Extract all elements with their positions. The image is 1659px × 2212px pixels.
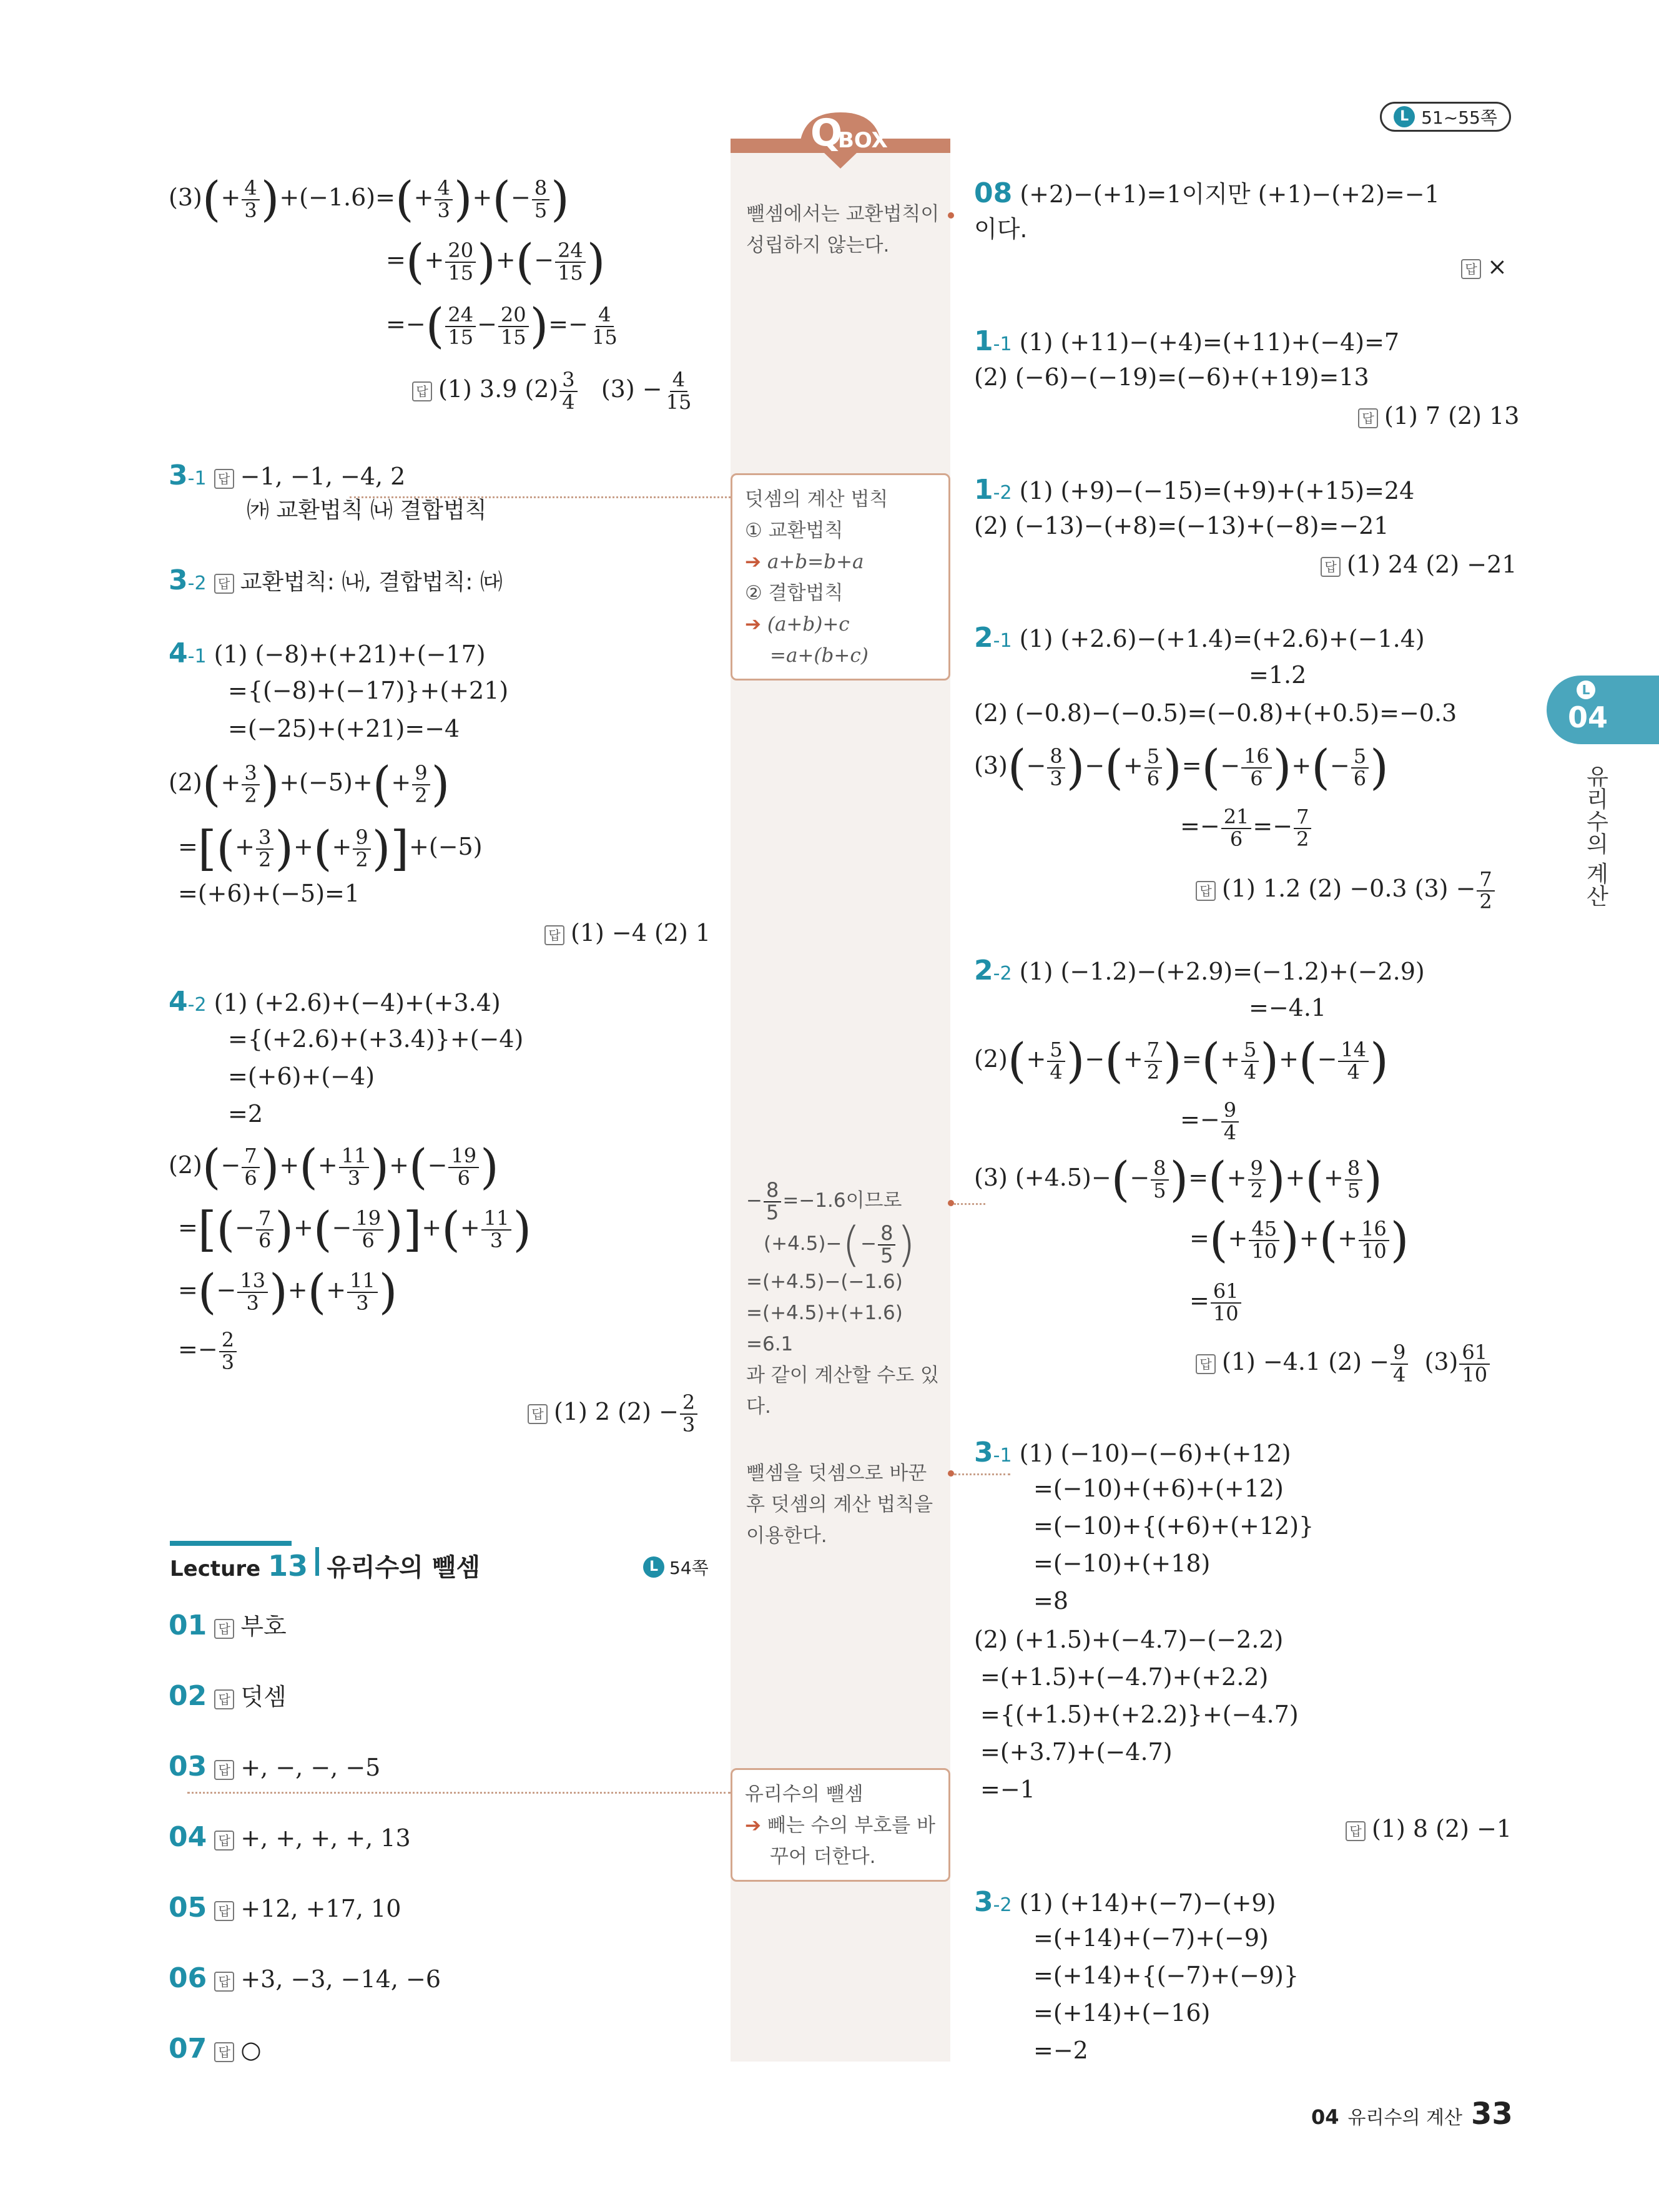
arrow-icon: ➔	[745, 613, 761, 636]
problem-3-1-line2: ㈎ 교환법칙 ㈏ 결합법칙	[247, 498, 487, 523]
answer-line: 답 ×	[1461, 255, 1507, 279]
page-number: 33	[1470, 2096, 1513, 2131]
solution-line: =− $\frac{21}{6}$ =− $\frac{7}{2}$	[1180, 807, 1312, 850]
problem-1-1: 1-1 (1) (+11)−(+4)=(+11)+(−4)=7	[974, 325, 1400, 357]
qbox-note-subtraction: 뺄셈을 덧셈으로 바꾼 후 덧셈의 계산 법칙을 이용한다.	[746, 1462, 933, 1547]
list-item: 07 답 ○	[169, 2033, 262, 2065]
answer-icon: 답	[1196, 881, 1216, 901]
answer-icon: 답	[528, 1404, 548, 1424]
solution-line: ={(+1.5)+(+2.2)}+(−4.7)	[980, 1701, 1299, 1728]
page-range-badge	[1380, 102, 1511, 132]
problem-08: 08 (+2)−(+1)=1이지만 (+1)−(+2)=−1	[974, 177, 1440, 209]
problem-1-2: 1-2 (1) (+9)−(−15)=(+9)+(+15)=24	[974, 474, 1415, 506]
solution-line: =−( $\frac{24}{15}$ − $\frac{20}{15}$ )=− $\frac{4}{15}$	[386, 298, 618, 354]
list-item: 05 답 +12, +17, 10	[169, 1892, 401, 1924]
solution-line: =(+14)+{(−7)+(−9)}	[1033, 1962, 1299, 1989]
answer-icon: 답	[214, 574, 234, 594]
lecture-underline	[170, 1541, 292, 1546]
answer-icon: 답	[214, 1619, 234, 1639]
answer-line: 답 (1) 7 (2) 13	[1358, 404, 1519, 428]
solution-line: =(−10)+(+18)	[1033, 1550, 1211, 1577]
answer-icon: 답	[1358, 408, 1378, 428]
solution-line: =(−10)+{(+6)+(+12)}	[1033, 1512, 1314, 1540]
solution-line: =(+3.7)+(−4.7)	[980, 1738, 1173, 1766]
solution-line: =(+6)+(−4)	[228, 1063, 375, 1090]
connector-dot	[948, 1200, 954, 1206]
answer-icon: 답	[214, 1689, 234, 1709]
connector-line	[954, 1473, 1010, 1475]
lecture-icon: L	[1394, 106, 1415, 127]
solution-line: ={(−8)+(−17)}+(+21)	[228, 677, 509, 704]
list-item: 01 답 부호	[169, 1610, 287, 1641]
connector-dot	[948, 212, 954, 219]
problem-08-line2: 이다.	[974, 215, 1028, 243]
answer-line: 답 (1) −4.1 (2) − $\frac{9}{4}$ (3) $\frac{61}{10}$	[1196, 1342, 1491, 1385]
answer-icon: 답	[412, 381, 432, 401]
list-item: 06 답 +3, −3, −14, −6	[169, 1962, 441, 1994]
qbox-note-commutative: 뺄셈에서는 교환법칙이 성립하지 않는다.	[746, 203, 940, 257]
arrow-icon: ➔	[745, 1814, 761, 1837]
answer-icon: 답	[214, 1760, 234, 1780]
chapter-side-tab: L 04	[1547, 676, 1659, 744]
solution-line: (2)(− $\frac{7}{6}$ )+(+ $\frac{11}{3}$ )+(− $\frac{19}{6}$ )	[169, 1139, 499, 1195]
lecture-icon: L	[643, 1556, 664, 1578]
problem-4-2: 4-2 (1) (+2.6)+(−4)+(+3.4)	[169, 986, 501, 1018]
solution-line: =−1	[980, 1776, 1035, 1803]
connector-line	[954, 1203, 985, 1205]
solution-line: = $\frac{61}{10}$	[1189, 1281, 1243, 1324]
footer: 04 유리수의 계산 33	[1311, 2096, 1513, 2131]
qbox-addition-laws-box: 덧셈의 계산 법칙 ① 교환법칙 ➔ a+b=b+a ② 결합법칙 ➔ (a+b)+c =a+(b+c)	[731, 473, 950, 681]
solution-line: (2)(+ $\frac{3}{2}$ )+(−5)+(+ $\frac{9}{2}$ )	[169, 756, 450, 812]
solution-line: (2) (−13)−(+8)=(−13)+(−8)=−21	[974, 512, 1389, 539]
solution-line: =(+6)+(−5)=1	[178, 880, 360, 907]
lecture-icon: L	[1577, 681, 1595, 699]
solution-line: (3)(+ $\frac{4}{3}$ )+(−1.6)=(+ $\frac{4}{3}$ )+(− $\frac{8}{5}$ )	[169, 171, 569, 227]
solution-line: (3)(− $\frac{8}{3}$ )−(+ $\frac{5}{6}$ )=(− $\frac{16}{6}$ )+(− $\frac{5}{6}$ )	[974, 739, 1389, 795]
side-tab-title: 유리수의 계산	[1583, 765, 1608, 907]
solution-line: =−4.1	[1249, 994, 1327, 1021]
qbox-note-alternative: − $\frac{8}{5}$ =−1.6이므로 (+4.5)−(− $\frac{8}{5}$ ) =(+4.5)−(−1.6) =(+4.5)+(+1.6) =6.1 과 같이 계산할 수도 있 다.	[746, 1178, 939, 1418]
problem-3-1-right: 3-1 (1) (−10)−(−6)+(+12)	[974, 1437, 1291, 1468]
problem-3-2: 3-2 답 교환법칙: ㈏, 결합법칙: ㈐	[169, 564, 503, 596]
qbox-q: Q	[810, 111, 843, 155]
solution-line: =− $\frac{2}{3}$	[178, 1330, 238, 1373]
solution-line: =8	[1033, 1587, 1069, 1615]
answer-icon: 답	[214, 1901, 234, 1921]
solution-line: (2) (−6)−(−19)=(−6)+(+19)=13	[974, 363, 1369, 391]
connector-dot	[948, 1470, 954, 1477]
solution-line: =(+14)+(−16)	[1033, 1999, 1211, 2027]
solution-line: (2) (+1.5)+(−4.7)−(−2.2)	[974, 1626, 1284, 1653]
connector-line	[187, 1792, 731, 1794]
problem-3-2-right: 3-2 (1) (+14)+(−7)−(+9)	[974, 1886, 1276, 1918]
solution-line: =(−10)+(+6)+(+12)	[1033, 1475, 1284, 1502]
lecture-title: 유리수의 뺄셈	[327, 1553, 480, 1582]
answer-icon: 답	[1461, 259, 1481, 279]
solution-line: =1.2	[1249, 661, 1307, 689]
answer-line: 답 (1) 1.2 (2) −0.3 (3) − $\frac{7}{2}$	[1196, 869, 1496, 912]
solution-line: =(+ $\frac{45}{10}$ )+(+ $\frac{16}{10}$ )	[1189, 1212, 1409, 1268]
solution-line: =(− $\frac{13}{3}$ )+(+ $\frac{11}{3}$ )	[178, 1264, 398, 1320]
qbox-box: BOX	[838, 128, 888, 153]
solution-line: =(+14)+(−7)+(−9)	[1033, 1924, 1269, 1952]
answer-icon: 답	[214, 2042, 234, 2062]
answer-line: 답 (1) −4 (2) 1	[544, 921, 711, 945]
answer-icon: 답	[1196, 1354, 1216, 1374]
solution-line: =[(+ $\frac{3}{2}$ )+(+ $\frac{9}{2}$ )]+(−5)	[178, 820, 483, 877]
solution-line: ={(+2.6)+(+3.4)}+(−4)	[228, 1025, 524, 1053]
answer-icon: 답	[1321, 557, 1341, 577]
solution-line: (2) (−0.8)−(−0.5)=(−0.8)+(+0.5)=−0.3	[974, 699, 1457, 727]
arrow-icon: ➔	[745, 551, 761, 573]
problem-4-1: 4-1 (1) (−8)+(+21)+(−17)	[169, 637, 486, 669]
answer-icon: 답	[214, 469, 234, 489]
answer-line: 답 (1) 24 (2) −21	[1321, 553, 1517, 577]
solution-line: =− $\frac{9}{4}$	[1180, 1100, 1240, 1143]
solution-line: =[(− $\frac{7}{6}$ )+(− $\frac{19}{6}$ )]+(+ $\frac{11}{3}$ )	[178, 1201, 532, 1257]
answer-icon: 답	[214, 1831, 234, 1851]
solution-line: =(+ $\frac{20}{15}$ )+(− $\frac{24}{15}$ )	[386, 233, 606, 290]
problem-3-1: 3-1 답 −1, −1, −4, 2	[169, 460, 406, 491]
answer-icon: 답	[1346, 1821, 1366, 1841]
solution-line: =(+1.5)+(−4.7)+(+2.2)	[980, 1663, 1269, 1691]
qbox-header	[731, 100, 950, 156]
list-item: 04 답 +, +, +, +, 13	[169, 1821, 411, 1853]
list-item: 02 답 덧셈	[169, 1680, 287, 1712]
answer-line: 답 (1) 2 (2) − $\frac{2}{3}$	[528, 1392, 699, 1435]
problem-2-2: 2-2 (1) (−1.2)−(+2.9)=(−1.2)+(−2.9)	[974, 955, 1425, 986]
problem-2-1: 2-1 (1) (+2.6)−(+1.4)=(+2.6)+(−1.4)	[974, 622, 1425, 654]
solution-line: (3) (+4.5)−(− $\frac{8}{5}$ )=(+ $\frac{9}{2}$ )+(+ $\frac{8}{5}$ )	[974, 1151, 1382, 1207]
solution-line: (2)(+ $\frac{5}{4}$ )−(+ $\frac{7}{2}$ )=(+ $\frac{5}{4}$ )+(− $\frac{14}{4}$ )	[974, 1033, 1389, 1089]
answer-icon: 답	[544, 925, 564, 945]
answer-line: 답 (1) 8 (2) −1	[1346, 1817, 1512, 1841]
answer-icon: 답	[214, 1972, 234, 1992]
page-range-text: 51~55쪽	[1421, 107, 1497, 128]
answer-line: 답 (1) 3.9 (2) $\frac{3}{4}$ (3) − $\frac{4}{15}$	[412, 370, 695, 413]
lecture-bracket	[315, 1547, 319, 1576]
qbox-subtraction-box: 유리수의 뺄셈 ➔ 빼는 수의 부호를 바 꾸어 더한다.	[731, 1768, 950, 1882]
solution-line: =(−25)+(+21)=−4	[228, 715, 460, 742]
lecture-page-ref: L 54쪽	[643, 1555, 709, 1580]
solution-line: =2	[228, 1100, 263, 1128]
list-item: 03 답 +, −, −, −5	[169, 1751, 381, 1782]
solution-line: =−2	[1033, 2037, 1088, 2064]
lecture-header: Lecture 13 유리수의 뺄셈	[170, 1547, 480, 1583]
